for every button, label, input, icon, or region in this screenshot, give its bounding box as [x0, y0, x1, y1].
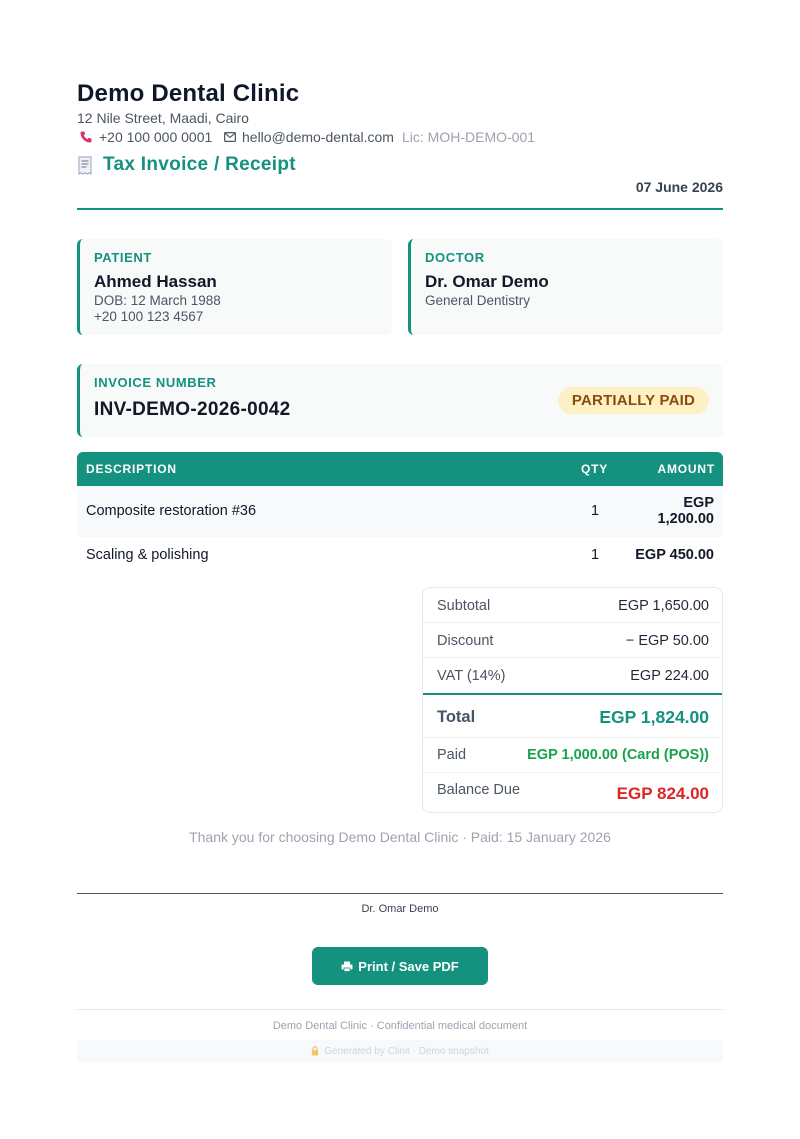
doctor-name: Dr. Omar Demo: [425, 272, 549, 291]
vat-label: VAT (14%): [437, 668, 506, 684]
patient-phone: +20 100 123 4567: [94, 309, 204, 324]
clinic-phone-text: +20 100 000 0001: [99, 129, 213, 145]
clinic-name: Demo Dental Clinic: [77, 80, 300, 107]
column-header-qty: QTY: [581, 462, 609, 476]
patient-name: Ahmed Hassan: [94, 272, 217, 291]
header-divider: [77, 208, 723, 210]
item-qty: 1: [591, 503, 600, 519]
vat-row: [423, 658, 722, 693]
column-header-amount: AMOUNT: [657, 462, 715, 476]
clinic-phone: [79, 129, 212, 145]
clinic-address: 12 Nile Street, Maadi, Cairo: [77, 110, 249, 126]
subtotal-row: [423, 588, 722, 623]
balance-due-value: EGP 824.00: [616, 784, 709, 803]
print-button-label: Print / Save PDF: [358, 958, 459, 974]
clinic-contact-row: [77, 129, 723, 147]
subtotal-value: EGP 1,650.00: [618, 598, 709, 614]
column-header-description: DESCRIPTION: [86, 462, 177, 476]
item-amount: EGP 450.00: [635, 547, 714, 563]
balance-due-label: Balance Due: [437, 782, 521, 798]
printer-icon: [341, 961, 353, 972]
discount-value: − EGP 50.00: [625, 633, 709, 649]
total-label: Total: [437, 708, 476, 726]
clinic-email-text: hello@demo-dental.com: [242, 129, 394, 145]
subtotal-label: Subtotal: [437, 598, 491, 614]
invoice-number-card: [77, 364, 723, 437]
line-items-table: [77, 452, 723, 573]
patient-card: [77, 239, 392, 335]
paid-row: [423, 738, 722, 773]
total-row: [423, 695, 722, 738]
clinic-license: Lic: MOH-DEMO-001: [402, 129, 536, 145]
snapshot-text: Generated by Clinit · Demo snapshot: [324, 1045, 489, 1057]
item-qty: 1: [591, 547, 600, 563]
table-header: [77, 452, 723, 486]
item-amount: EGP 1,200.00: [657, 495, 714, 527]
item-description: Composite restoration #36: [86, 503, 257, 519]
table-row: [77, 537, 723, 573]
discount-label: Discount: [437, 633, 494, 649]
footer-text: Demo Dental Clinic · Confidential medical document: [272, 1020, 528, 1032]
table-row: [77, 486, 723, 537]
item-description: Scaling & polishing: [86, 547, 209, 563]
vat-value: EGP 224.00: [630, 668, 709, 684]
thank-you-note: Thank you for choosing Demo Dental Clinic · Paid: 15 January 2026: [189, 829, 611, 845]
clinic-email: [224, 129, 394, 145]
snapshot-bar: [77, 1040, 723, 1062]
mail-icon: [224, 132, 236, 142]
footer-divider: [77, 1009, 723, 1010]
patient-dob: DOB: 12 March 1988: [94, 293, 221, 308]
lock-icon: [311, 1046, 319, 1056]
invoice-number: INV-DEMO-2026-0042: [94, 399, 291, 420]
document-date: 07 June 2026: [635, 179, 723, 195]
document-title-row: [77, 154, 296, 176]
phone-icon: [79, 130, 93, 144]
print-save-pdf-button[interactable]: [312, 947, 488, 985]
status-badge: PARTIALLY PAID: [558, 387, 709, 414]
patient-label: PATIENT: [94, 250, 152, 265]
receipt-icon: [77, 156, 93, 175]
paid-value: EGP 1,000.00 (Card (POS)): [527, 747, 709, 763]
document-title: Tax Invoice / Receipt: [103, 154, 296, 175]
doctor-specialty: General Dentistry: [425, 293, 531, 308]
paid-label: Paid: [437, 747, 467, 763]
doctor-label: DOCTOR: [425, 250, 485, 265]
invoice-number-label: INVOICE NUMBER: [94, 375, 217, 390]
discount-row: [423, 623, 722, 658]
signature-name: Dr. Omar Demo: [361, 903, 439, 915]
signature-line: [77, 893, 723, 894]
balance-due-row: [423, 773, 722, 813]
totals-summary: [422, 587, 723, 813]
doctor-card: [408, 239, 723, 335]
total-value: EGP 1,824.00: [599, 707, 709, 727]
